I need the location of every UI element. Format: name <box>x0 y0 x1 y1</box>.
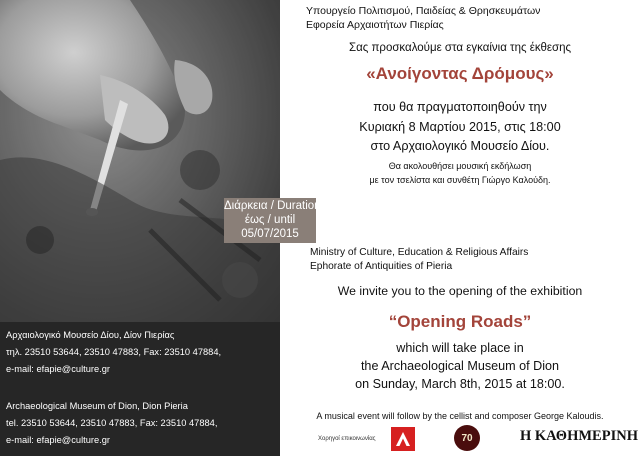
sponsor-logo-a <box>391 427 415 451</box>
event-gr-date: Κυριακή 8 Μαρτίου 2015, στις 18:00 <box>359 119 561 134</box>
event-en-date: on Sunday, March 8th, 2015 at 18:00. <box>355 377 565 391</box>
event-gr-line: που θα πραγματοποιηθούν την <box>373 100 547 114</box>
duration-date: 05/07/2015 <box>241 228 299 240</box>
sponsor-logo-70: 70 <box>454 425 480 451</box>
contact-en-email: e-mail: efapie@culture.gr <box>6 435 110 445</box>
ministry-greek <box>306 4 540 32</box>
ministry-english <box>310 246 528 274</box>
exhibition-title-greek: «Ανοίγοντας Δρόμους» <box>366 64 554 83</box>
contact-greek <box>6 327 221 378</box>
event-details-english <box>280 339 640 393</box>
sponsor-logo-kathimerini <box>520 428 638 445</box>
music-gr-line2: με τον τσελίστα και συνθέτη Γιώργο Καλούδη. <box>369 175 551 185</box>
ephorate-gr-line: Εφορεία Αρχαιοτήτων Πιερίας <box>306 19 444 31</box>
music-note-greek <box>280 159 640 187</box>
ephorate-en-line: Ephorate of Antiquities of Pieria <box>310 261 453 272</box>
contact-en-phone: tel. 23510 53644, 23510 47883, Fax: 23510 47884, <box>6 418 218 428</box>
ministry-en-line: Ministry of Culture, Education & Religious Affairs <box>310 247 529 258</box>
duration-box <box>224 198 321 243</box>
sponsors-label: Χορηγοί επικοινωνίας <box>318 436 376 442</box>
contact-gr-address: Αρχαιολογικό Μουσείο Δίου, Δίον Πιερίας <box>6 330 175 340</box>
contact-gr-email: e-mail: efapie@culture.gr <box>6 364 110 374</box>
ministry-gr-line: Υπουργείο Πολιτισμού, Παιδείας & Θρησκευμάτων <box>306 5 541 17</box>
exhibition-title-english: “Opening Roads” <box>388 312 532 331</box>
letter-a-icon <box>394 430 412 448</box>
invite-english: We invite you to the opening of the exhibition <box>337 284 583 298</box>
duration-label: Διάρκεια / Duration <box>224 200 321 212</box>
hand-in-soil-image <box>0 0 280 322</box>
invite-greek: Σας προσκαλούμε στα εγκαίνια της έκθεσης <box>348 42 572 54</box>
contact-gr-phone: τηλ. 23510 53644, 23510 47883, Fax: 23510 47884, <box>6 347 222 357</box>
exhibition-photo <box>0 0 280 322</box>
duration-until: έως / until <box>244 214 296 226</box>
contact-en-address: Archaeological Museum of Dion, Dion Pieria <box>6 401 188 411</box>
kathimerini-wordmark: Η ΚΑΘΗΜΕΡΙΝΗ <box>520 428 638 444</box>
event-details-greek <box>280 98 640 157</box>
contact-panel <box>0 322 280 456</box>
event-en-venue: the Archaeological Museum of Dion <box>360 359 560 373</box>
event-en-line: which will take place in <box>396 341 524 355</box>
music-note-english: A musical event will follow by the cellist and composer George Kaloudis. <box>316 411 604 421</box>
event-gr-venue: στο Αρχαιολογικό Μουσείο Δίου. <box>370 139 550 153</box>
music-gr-line1: Θα ακολουθήσει μουσική εκδήλωση <box>388 161 532 171</box>
contact-english <box>6 398 217 449</box>
